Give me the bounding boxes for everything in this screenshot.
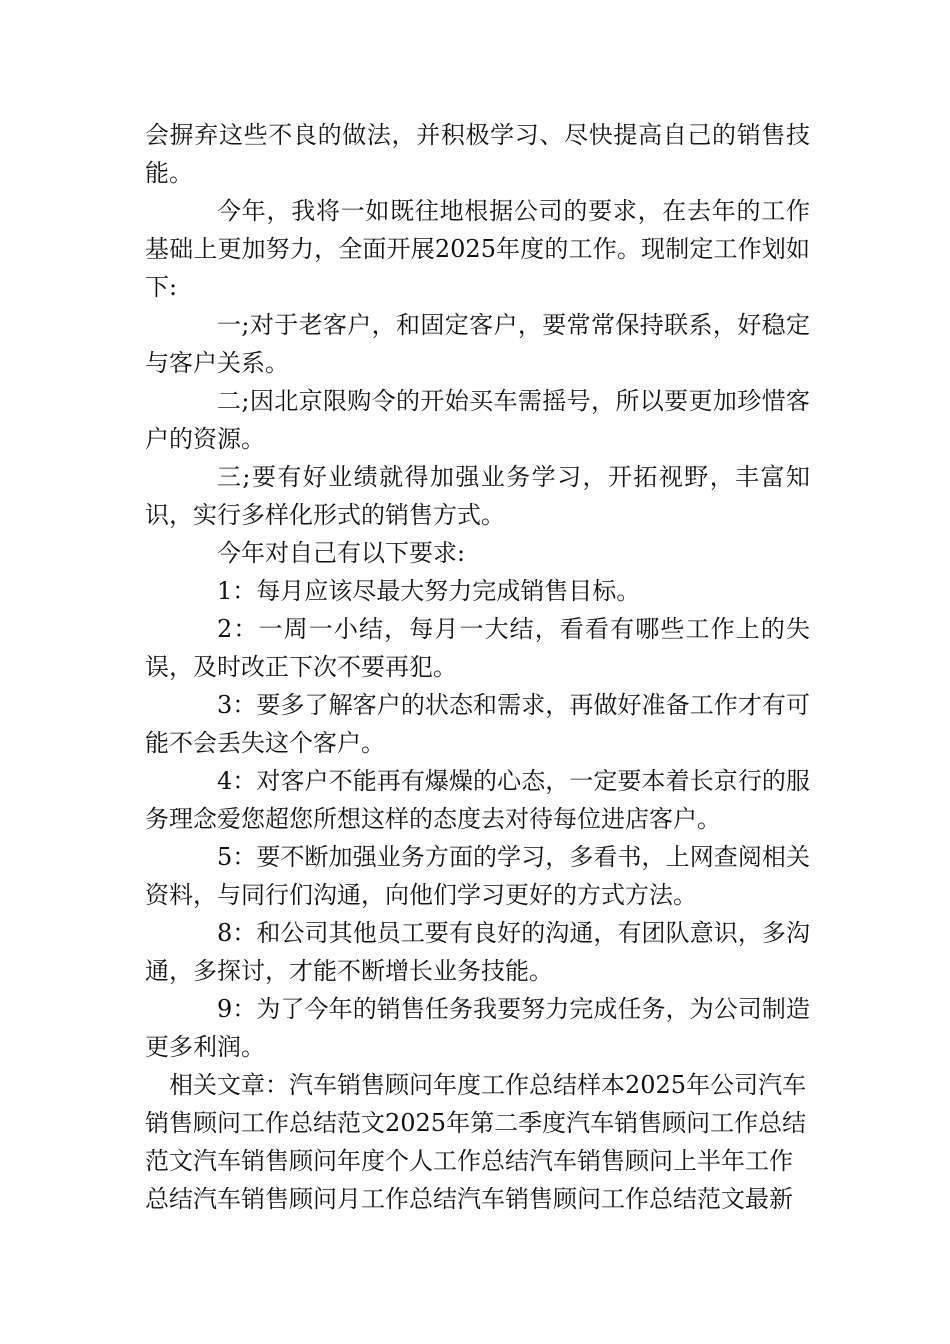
requirement-item-1: 1：每月应该尽最大努力完成销售目标。 [217, 577, 641, 605]
plan-item-3: 三;要有好业绩就得加强业务学习，开拓视野，丰富知识，实行多样化形式的销售方式。 [145, 463, 810, 529]
requirement-item-9: 9：为了今年的销售任务我要努力完成任务，为公司制造更多利润。 [145, 995, 810, 1061]
requirement-item-5: 5：要不断加强业务方面的学习，多看书，上网查阅相关资料，与同行们沟通，向他们学习更好的方式方法。 [145, 843, 810, 909]
plan-item-2: 二;因北京限购令的开始买车需摇号，所以要更加珍惜客户的资源。 [145, 387, 810, 453]
requirement-item-8: 8：和公司其他员工要有良好的沟通，有团队意识，多沟通，多探讨，才能不断增长业务技能。 [145, 919, 810, 985]
paragraph-plan-intro: 今年，我将一如既往地根据公司的要求，在去年的工作基础上更加努力，全面开展2025年度的工作。现制定工作划如下: [145, 197, 810, 301]
plan-item-1: 一;对于老客户，和固定客户，要常常保持联系，好稳定与客户关系。 [145, 311, 810, 377]
requirements-heading: 今年对自己有以下要求: [217, 539, 466, 567]
requirement-item-4: 4：对客户不能再有爆燥的心态，一定要本着长京行的服务理念爱您超您所想这样的态度去对待每位进店客户。 [145, 767, 810, 833]
related-articles: 相关文章：汽车销售顾问年度工作总结样本2025年公司汽车销售顾问工作总结范文2025年第二季度汽车销售顾问工作总结范文汽车销售顾问年度个人工作总结汽车销售顾问上半年工作总结汽车销售顾问月工作总结汽车销售顾问工作总结范文最新 [145, 1071, 807, 1213]
paragraph-continuation: 会摒弃这些不良的做法，并积极学习、尽快提高自己的销售技能。 [145, 121, 810, 187]
requirement-item-2: 2：一周一小结，每月一大结，看看有哪些工作上的失误，及时改正下次不要再犯。 [145, 615, 810, 681]
document-body [145, 116, 810, 1218]
requirement-item-3: 3：要多了解客户的状态和需求，再做好准备工作才有可能不会丢失这个客户。 [145, 691, 810, 757]
